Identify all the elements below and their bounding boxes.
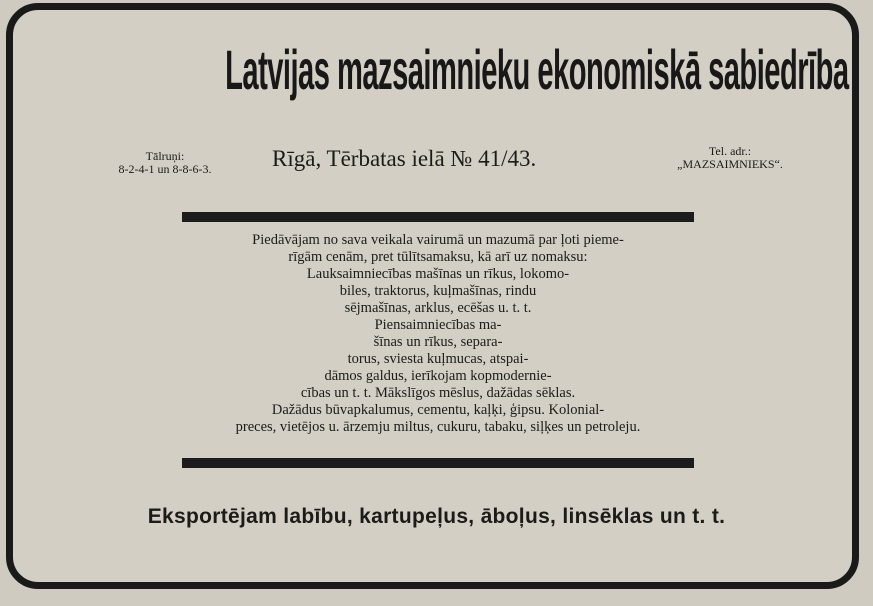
phone-label: Tālruņi: [145, 149, 185, 163]
company-title: Latvijas mazsaimnieku ekonomiskā sabiedrība [225, 38, 849, 101]
offer-line: Piensaimniecības ma- [374, 317, 502, 333]
offer-line: rīgām cenām, pret tūlītsamaksu, kā arī uz nomaksu: [288, 249, 588, 265]
offer-line: Lauksaimniecības mašīnas un rīkus, lokomo- [306, 266, 570, 282]
offer-line: preces, vietējos u. ārzemju miltus, cukuru, tabaku, siļķes un petroleju. [235, 419, 641, 435]
offer-line: sējmašīnas, arklus, ecēšas u. t. t. [344, 300, 532, 316]
telegraph-label: Tel. adr.: [708, 144, 752, 158]
show-through-decoration [90, 300, 99, 338]
phone-numbers: 8-2-4-1 un 8-8-6-3. [118, 162, 212, 176]
offer-line: dāmos galdus, ierīkojam kopmodernie- [324, 368, 552, 384]
offer-line: Dažādus būvapkalumus, cementu, kaļķi, ģipsu. Kolonial- [271, 402, 605, 418]
top-divider [182, 212, 694, 222]
telegraph-name: „MAZSAIMNIEKS“. [677, 157, 783, 171]
offer-line: biles, traktorus, kuļmašīnas, rindu [339, 283, 537, 299]
offer-text [178, 232, 698, 436]
offer-line: šīnas un rīkus, separa- [373, 334, 503, 350]
export-statement: Eksportējam labību, kartupeļus, āboļus, linsēklas un t. t. [147, 505, 726, 528]
offer-line: Piedāvājam no sava veikala vairumā un mazumā par ļoti pieme- [252, 232, 624, 248]
offer-line: torus, sviesta kuļmucas, atspai- [347, 351, 529, 367]
company-address: Rīgā, Tērbatas ielā № 41/43. [272, 146, 537, 171]
telegraph-block [660, 145, 800, 171]
offer-line: cības un t. t. Mākslīgos mēslus, dažādas sēklas. [300, 385, 576, 401]
bottom-divider [182, 458, 694, 468]
phone-block [100, 150, 230, 176]
